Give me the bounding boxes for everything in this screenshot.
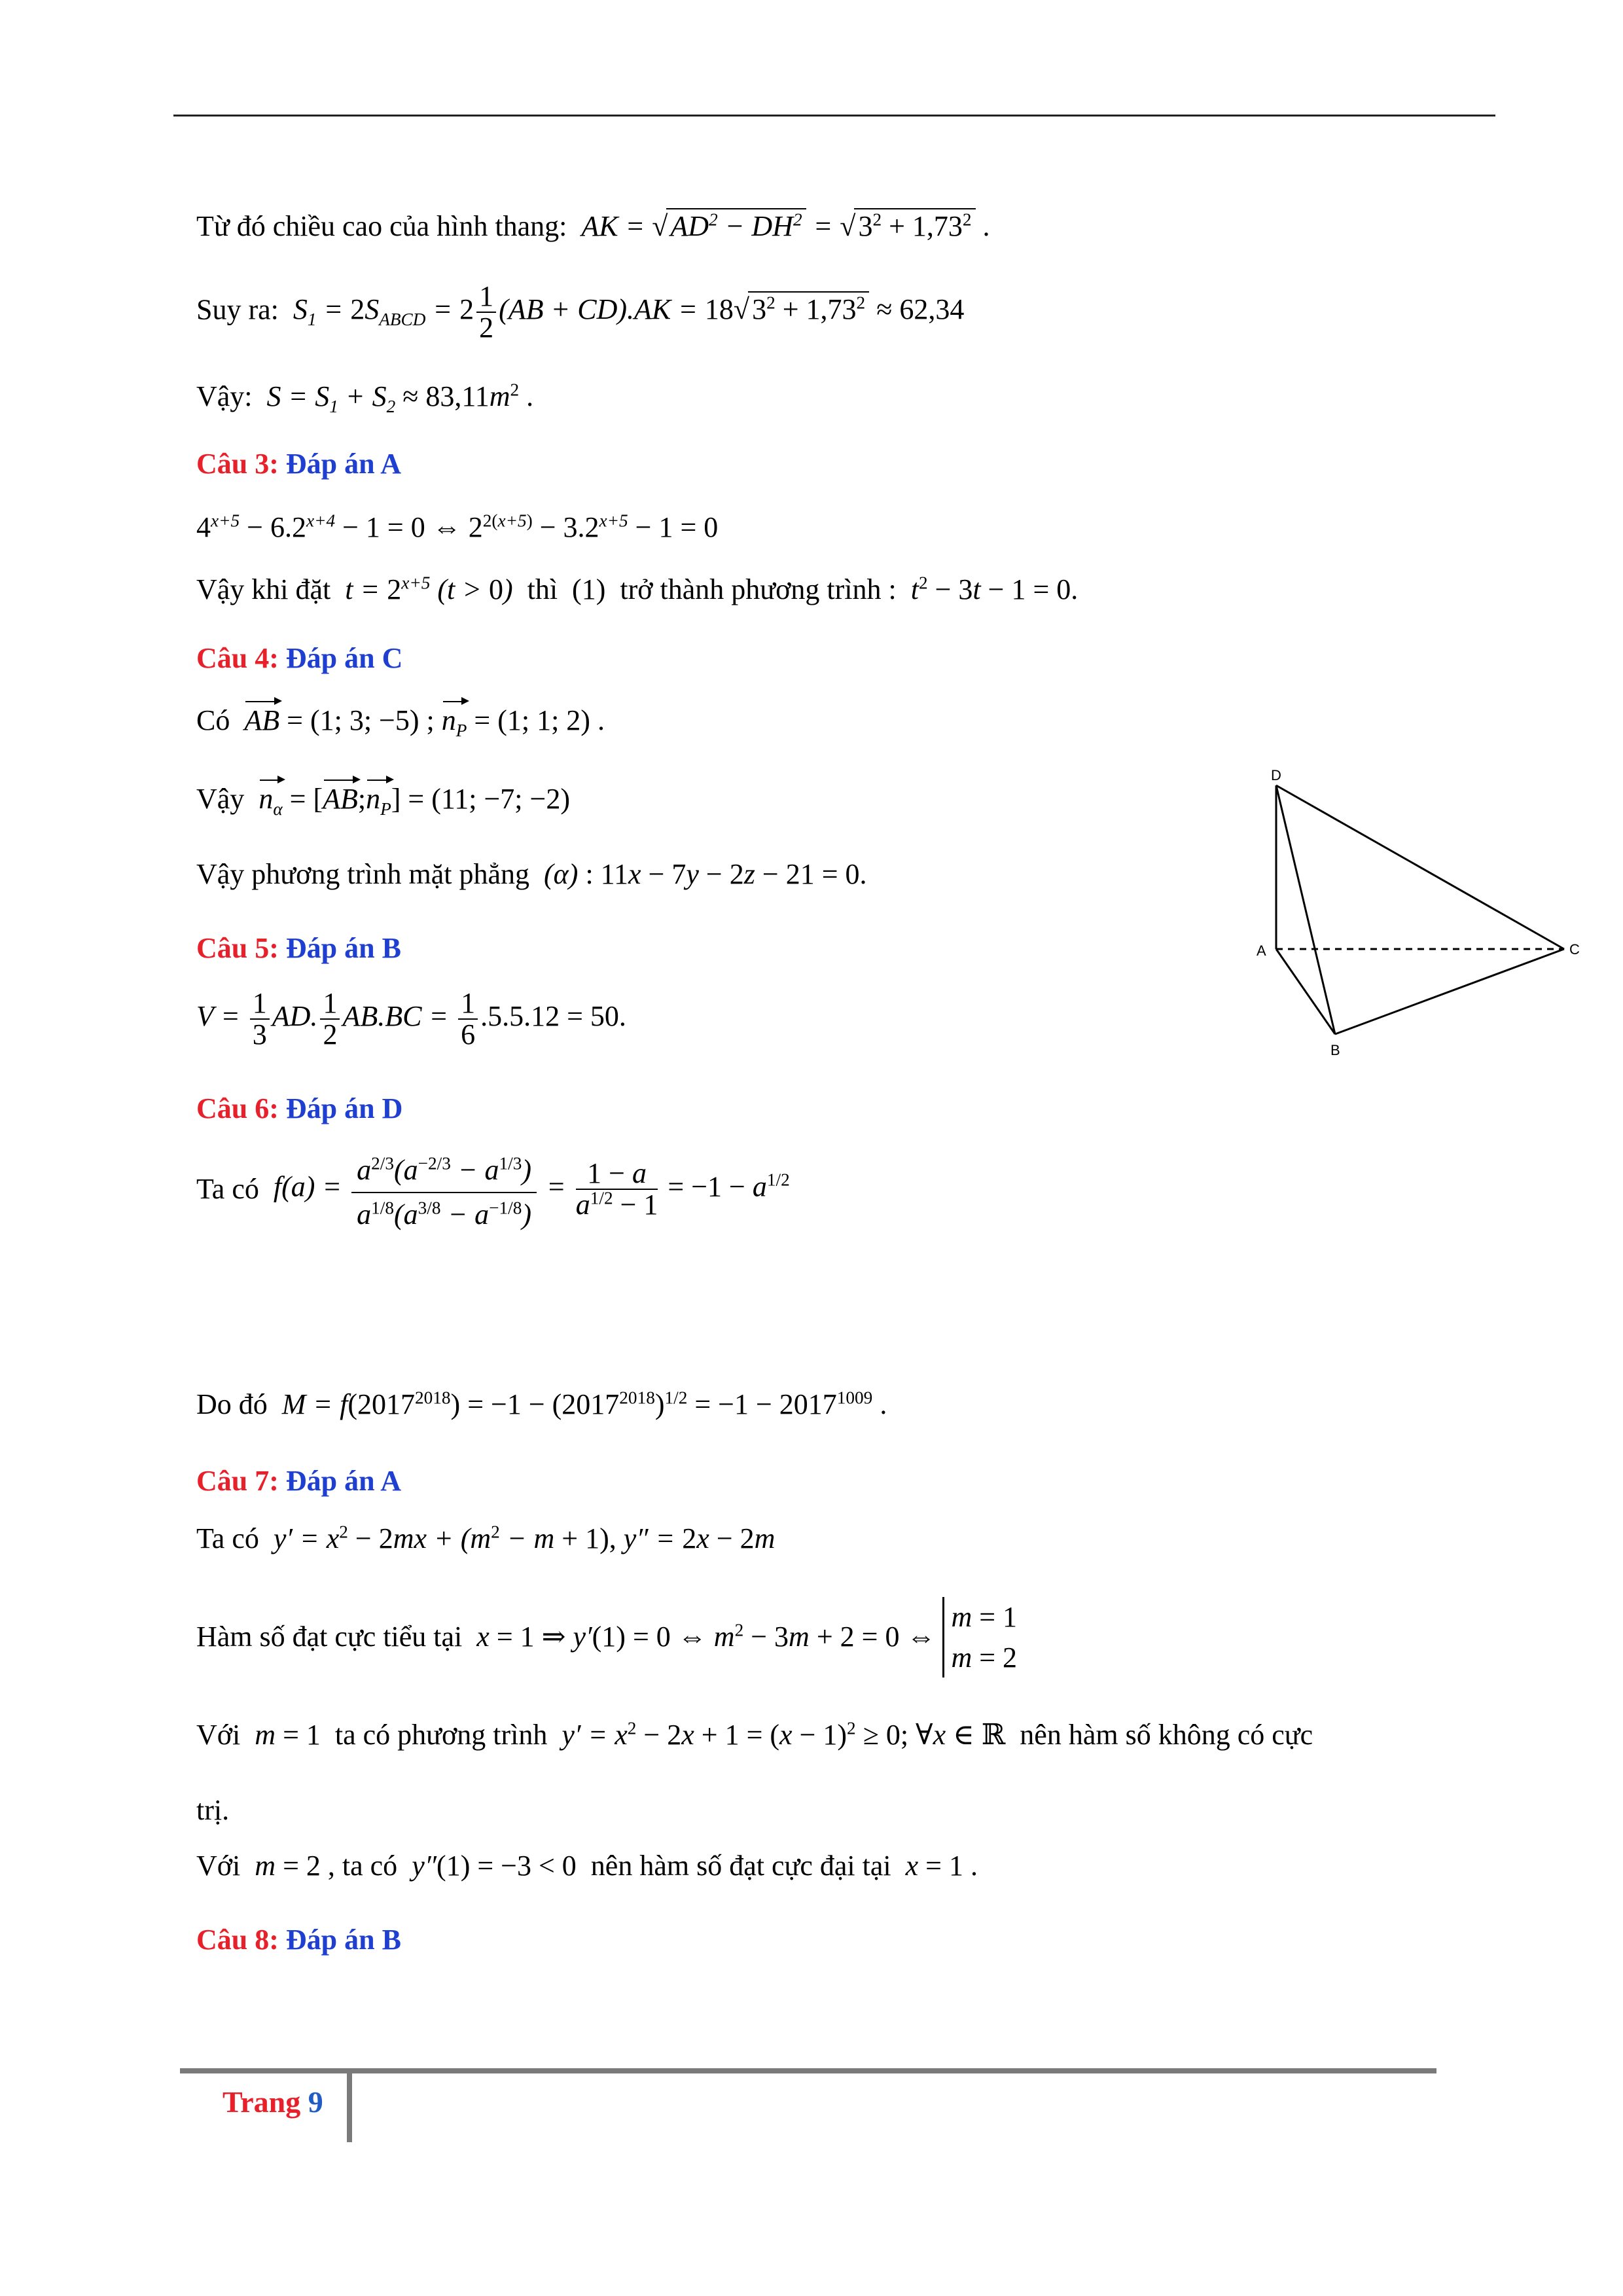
formula-cross: $n_\alpha$ = $[AB;n_P] = (11$; −7; −2) (259, 783, 570, 819)
header-rule (173, 115, 1495, 117)
text: Với (196, 1850, 241, 1882)
text: Hàm số đạt cực tiểu tại (196, 1621, 463, 1653)
formula-m1: m = 1 (247, 1719, 321, 1751)
formula-quad: $t^2 - 3t - 1 = 0$. (903, 573, 1079, 605)
edge-dc (1276, 785, 1564, 949)
question-7-heading (196, 1464, 401, 1499)
cross-product-line (196, 782, 570, 817)
question-label: Câu 5: (196, 932, 279, 964)
text: Suy ra: (196, 293, 279, 326)
label-c: C (1569, 941, 1580, 958)
height-line (196, 208, 990, 244)
formula-m: $M = f(2017^{2018}) = -1 - (2017^{2018})^{1/2} = -1 - 2017^{1009}$ . (274, 1388, 887, 1420)
equation-line (196, 511, 718, 545)
conclusion-m-line (196, 1388, 887, 1422)
total-area-line (196, 380, 533, 414)
text: Có (196, 704, 230, 736)
question-label: Câu 6: (196, 1092, 279, 1124)
formula-derivative: $y' = x^2 - 2mx + (m^2 - m + 1)$, y″ = 2x − 2m (266, 1522, 776, 1554)
question-4-heading (196, 641, 402, 676)
text: thì (527, 573, 558, 605)
plane-equation-line (196, 857, 867, 892)
formula-s1: $S_1 = 2S_{ABCD} = 2$ $\frac{1}{2}$ $(AB + CD).AK = 18√3^2 + 1,73^2 \approx 62,34$ (285, 280, 965, 344)
text: nên hàm số đạt cực đại tại (590, 1850, 891, 1882)
area-s1-line (196, 281, 964, 343)
text: Do đó (196, 1388, 268, 1420)
page-number (223, 2085, 323, 2119)
question-6-heading (196, 1092, 402, 1126)
edge-bc (1335, 949, 1564, 1034)
case-m1-line (196, 1718, 1313, 1753)
formula-exp: $4^{x+5} - 6.2^{x+4} - 1 = 0$ ⇔ $2^{2(x+5)} - 3.2^{x+5} - 1 = 0$ (196, 511, 719, 543)
minimum-condition-line (196, 1597, 1017, 1677)
formula-yprime: $y' = x^2 - 2x + 1 = (x - 1)^2 \ge 0$; ∀x ∈ ℝ (554, 1718, 1006, 1751)
text: Vậy phương trình mặt phẳng (196, 858, 530, 890)
edge-ab (1276, 949, 1335, 1034)
case-m1-continuation (196, 1793, 229, 1828)
page-label: Trang (223, 2085, 301, 2119)
text: Với (196, 1719, 241, 1751)
formula-minimum: x = 1 ⇒ y′(1) = 0 ⇔ $m^2 - 3m + 2 = 0$ ⇔ (469, 1620, 936, 1653)
answer-label: Đáp án A (285, 1465, 401, 1497)
formula-ak: AK = $√AD^2 - DH^2 = √3^2 + 1,73^2$ . (574, 210, 990, 242)
formula-vectors: AB = (1; 3; −5) ; $n_P = (1$; 1; 2) . (244, 704, 605, 740)
footer-rule (180, 2068, 1436, 2073)
derivative-line (196, 1522, 775, 1556)
answer-label: Đáp án C (285, 642, 403, 674)
question-8-heading (196, 1923, 401, 1958)
text: trị. (196, 1794, 230, 1826)
edge-db (1276, 785, 1335, 1034)
formula-m2: m = 2 (247, 1850, 321, 1882)
volume-line (196, 988, 626, 1050)
question-label: Câu 4: (196, 642, 279, 674)
footer-divider (347, 2073, 352, 2142)
text: Từ đó chiều cao của hình thang: (196, 210, 567, 242)
answer-label: Đáp án B (285, 1924, 401, 1956)
vectors-line (196, 704, 605, 738)
solution-bracket: m = 1 m = 2 (942, 1597, 1017, 1677)
label-a: A (1257, 942, 1266, 959)
text: ta có phương trình (334, 1719, 548, 1751)
question-label: Câu 3: (196, 448, 279, 480)
tetrahedron-figure (1237, 759, 1603, 1067)
substitution-line (196, 573, 1078, 607)
text: , ta có (327, 1850, 398, 1882)
case-m2-line (196, 1849, 978, 1884)
formula-t: $t = 2^{x+5}$ (t > 0) (338, 573, 520, 605)
formula-ysecond: y″(1) = −3 < 0 (404, 1850, 577, 1882)
question-3-heading (196, 447, 401, 482)
label-d: D (1271, 767, 1281, 783)
label-b: B (1330, 1042, 1340, 1058)
text: Ta có (196, 1522, 259, 1554)
page-value: 9 (308, 2085, 323, 2119)
formula-plane: (α) : 11x − 7y − 2z − 21 = 0. (537, 858, 867, 890)
text: trở thành phương trình : (620, 573, 897, 605)
question-label: Câu 8: (196, 1924, 279, 1956)
question-5-heading (196, 931, 401, 966)
formula-x1: x = 1 . (898, 1850, 978, 1882)
formula-s: $S = S_1 + S_2 \approx 83,11m^2$ . (259, 380, 534, 416)
function-line (196, 1149, 790, 1230)
formula-fa: f(a) = $\frac{a^{2/3}(a^{-2/3} - a^{1/3})}{a^{1/8}(a^{3/8} - a^{-1/8})}$ = $\frac{1 - a}{a^{1/2} - 1}$ = $-1 - a^{1/2}$ (266, 1149, 790, 1230)
text: Ta có (196, 1172, 259, 1205)
question-label: Câu 7: (196, 1465, 279, 1497)
text: Vậy: (196, 380, 253, 412)
text: Vậy (196, 783, 245, 815)
answer-label: Đáp án D (285, 1092, 403, 1124)
text: nên hàm số không có cực (1020, 1719, 1313, 1751)
answer-label: Đáp án B (285, 932, 401, 964)
answer-label: Đáp án A (285, 448, 401, 480)
eq-ref: (1) (565, 573, 613, 605)
text: Vậy khi đặt (196, 573, 331, 605)
formula-volume: V = $\frac{1}{3}$ AD. $\frac{1}{2}$ AB.BC = $\frac{1}{6}$ .5.5.12 = 50. (196, 987, 626, 1051)
